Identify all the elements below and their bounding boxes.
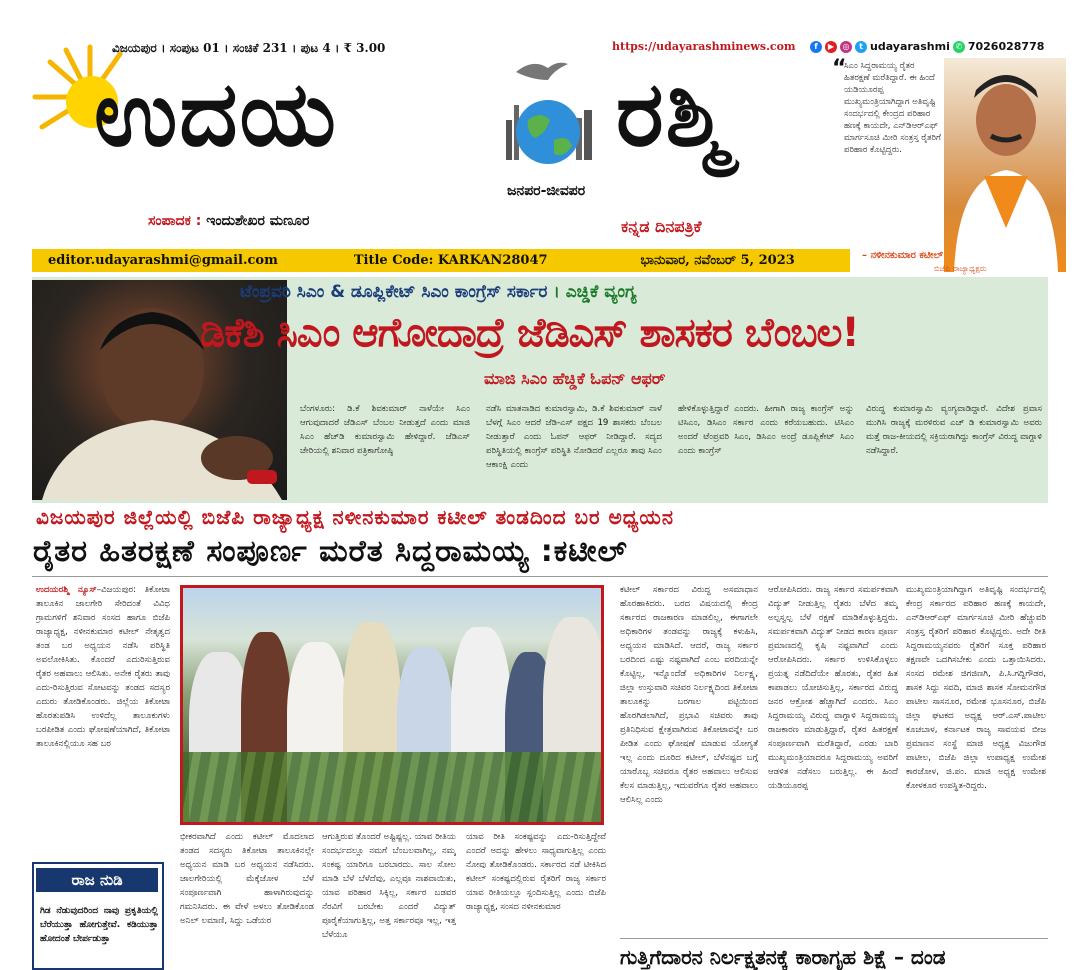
tagline: ಜನಪರ-ಜೀವಪರ <box>507 183 586 199</box>
editor-line <box>148 213 309 229</box>
volume: ಸಂಪುಟ 01 <box>169 41 220 55</box>
email[interactable]: editor.udayarashmi@gmail.com <box>48 253 278 268</box>
story-banner: ವಿಜಯಪುರ ಜಿಲ್ಲೆಯಲ್ಲಿ ಬಿಜೆಪಿ ರಾಜ್ಯಾಧ್ಯಕ್ಷ ನಳೀನಕುಮಾರ ಕಟೀಲ್ ತಂಡದಿಂದ ಬರ ಅಧ್ಯಯನ <box>36 505 674 529</box>
bottom-headline: ಗುತ್ತಿಗೆದಾರನ ನಿರ್ಲಕ್ಷ್ಯತನಕ್ಕೆ ಕಾರಾಗೃಹ ಶಿಕ್ಷೆ – ದಂಡ <box>620 945 946 969</box>
pages: ಪುಟ 4 <box>300 41 331 55</box>
price: ₹ 3.00 <box>343 41 386 55</box>
title-code: Title Code: KARKAN28047 <box>353 253 548 268</box>
date: ಭಾನುವಾರ, ನವೆಂಬರ್ 5, 2023 <box>640 253 795 268</box>
lead-subhead <box>240 282 637 302</box>
divider <box>620 938 1048 939</box>
editor-name: ಇಂದುಶೇಖರ ಮಣೂರ <box>206 213 310 229</box>
kateel-photo <box>944 58 1066 272</box>
quote-signature: – ನಳೀನಕುಮಾರ ಕಟೀಲ್ <box>862 250 944 261</box>
site-url[interactable]: https://udayarashminews.com <box>612 40 796 53</box>
facebook-icon[interactable]: f <box>810 41 822 53</box>
lead-offer: ಮಾಜಿ ಸಿಎಂ ಹೆಚ್ಡಿಕೆ ಓಪನ್ ಆಫರ್ <box>484 369 666 388</box>
lead-col-4: ವಿರುದ್ಧ ಕುಮಾರಸ್ವಾಮಿ ವ್ಯಂಗ್ಯವಾಡಿದ್ದಾರೆ. ವಿದೇಶ ಪ್ರವಾಸ ಮುಗಿಸಿ ರಾಜ್ಯಕ್ಕೆ ಮರಳಿರುವ ಎಚ್ ಡಿ ಕುಮಾರಸ್ವಾಮಿ ಅವರು ಮತ್ತೆ ರಾಜ-ಕೀಯದಲ್ಲಿ ಸಕ್ರಿಯರಾಗಿದ್ದು ಕಾಂಗ್ರೆಸ್ ವಿರುದ್ಧ ವಾಗ್ದಾಳಿ ನಡೆಸಿದ್ದಾರೆ. <box>866 404 1042 456</box>
story-col-7: ಮುಖ್ಯಮಂತ್ರಿಯಾಗಿದ್ದಾಗ ಅತಿವೃಷ್ಟಿ ಸಂದರ್ಭದಲ್ಲಿ ಕೇಂದ್ರ ಸರ್ಕಾರದ ಪರಿಹಾರ ಹಣಕ್ಕೆ ಕಾಯದೇ, ಎನ್‌ಡಿಆರ್‌ಎಫ್ ಮಾರ್ಗಸೂಚಿ ಮೀರಿ ಹೆಚ್ಚುವರಿ ಸಂತ್ರಸ್ತ ರೈತರಿಗೆ ಪರಿಹಾರ ಕೊಟ್ಟಿದ್ದರು. ಅದೇ ರೀತಿ ಸಿದ್ದರಾಮಯ್ಯನವರು ರೈತರಿಗೆ ಸೂಕ್ತ ಪರಿಹಾರ ತಕ್ಷಣವೇ ಒದಗಿಸಬೇಕು ಎಂದು ಒತ್ತಾಯಿಸಿದರು. ಸಂಸದ ರಮೇಶ ಜಿಗಜಿಣಗಿ, ಪಿ.ಸಿ.ಗದ್ದಿಗೌಡರ, ಶಾಸಕ ಸಿದ್ದು ಸವದಿ, ಮಾಜಿ ಶಾಸಕ ಸೋಮನಗೌಡ ಪಾಟೀಲ ಸಾಸನೂರ, ರಮೇಶ ಭೂಸನೂರ, ಬಿಜೆಪಿ ಜಿಲ್ಲಾ ಘಟಕದ ಅಧ್ಯಕ್ಷ ಆರ್.ಎಸ್.ಪಾಟೀಲ ಕೂಚಬಾಳ, ಕರ್ನಾಟಕ ರಾಜ್ಯ ಸಾವಯವ ಬೀಜ ಪ್ರಮಾಣನ ಸಂಸ್ಥೆ ಮಾಜಿ ಅಧ್ಯಕ್ಷ ವಿಜುಗೌಡ ಪಾಟೀಲ, ಬಿಜೆಪಿ ಜಿಲ್ಲಾ ಉಪಾಧ್ಯಕ್ಷ ಉಮೇಶ ಕಾರಜೋಳ, ಜಿ.ಪಂ. ಮಾಜಿ ಅಧ್ಯಕ್ಷ ಉಮೇಶ ಕೋಳಕೂರ ಉಪಸ್ಥಿತ-ರಿದ್ದರು. <box>906 585 1046 791</box>
info-bar <box>32 249 850 272</box>
phone: 7026028778 <box>967 40 1045 53</box>
instagram-icon[interactable]: ◎ <box>840 41 852 53</box>
byline: ಉದಯರಶ್ಮಿ ನ್ಯೂಸ್ <box>36 585 97 595</box>
lead-headline: ಡಿಕೆಶಿ ಸಿಎಂ ಆಗೋದಾದ್ರೆ ಜೆಡಿಎಸ್ ಶಾಸಕರ ಬೆಂಬಲ! <box>200 310 859 356</box>
quote-mark-icon: “ <box>832 56 847 81</box>
story-col-2: ಭೀಕರವಾಗಿದೆ ಎಂದು ಕಟೀಲ್ ಮೊದಲಾದ ತಂಡದ ಸದಸ್ಯರು ತಿಕೋಟಾ ತಾಲೂಕಿನಲ್ಲೇ ಅಧ್ಯಯನ ಮಾಡಿ ಬರ ಅಧ್ಯಯನ ನಡೆಸಿದರು. ಜಾಲಗೇರಿಯಲ್ಲಿ ಮೆಕ್ಕೆಜೋಳ ಬೆಳೆ ಸಂಪೂರ್ಣವಾಗಿ ಹಾಳಾಗಿರುವುದನ್ನು ಗಮನಿಸಿದರು. ಈ ವೇಳೆ ಅಳಲು ತೋಡಿಕೊಂಡ ಅನಿಲ್ ಲಮಾಣಿ, ಸಿದ್ದು ಒಡೆಯರ <box>180 832 314 926</box>
masthead-title-left: ಉದಯ <box>94 62 338 167</box>
divider <box>32 576 1048 577</box>
lead-col-2: ನಡೆಸಿ ಮಾತನಾಡಿದ ಕುಮಾರಸ್ವಾಮಿ, ಡಿ.ಕೆ ಶಿವಕುಮಾರ್ ನಾಳೆ ಬೆಳಗ್ಗೆ ಸಿಎಂ ಆದರೆ ಜೆಡಿ-ಎಸ್ ಪಕ್ಷದ 19 ಶಾಸಕರು ಬೆಂಬಲ ನೀಡುತ್ತಾರೆ ಎಂದು ಓಪನ್ ಆಫರ್ ನೀಡಿದ್ದಾರೆ. ಸದ್ಯದ ಪರಿಸ್ಥಿತಿಯಲ್ಲಿ ಕಾಂಗ್ರೆಸ್ ಪರಿಸ್ಥಿತಿ ನೋಡಿದರೆ ಎಲ್ಲರೂ ತಾವು ಸಿಎಂ ಆಕಾಂಕ್ಷಿ ಎಂದು <box>486 404 662 470</box>
quote-signature-role: ಬಿಜೆಪಿ ರಾಜ್ಯಾಧ್ಯಕ್ಷರು <box>934 264 987 273</box>
lead-col-3: ಹೇಳಿಕೊಳ್ಳುತ್ತಿದ್ದಾರೆ ಎಂದರು. ಹೀಗಾಗಿ ರಾಜ್ಯ ಕಾಂಗ್ರೆಸ್ ಅನ್ನು ಟಿಸಿಎಂ, ಡಿಸಿಎಂ ಸರ್ಕಾರ ಎಂದು ಕರೆಯಬಹುದು. ಟಿಸಿಎಂ ಅಂದರೆ ಟೆಂಪ್ರವರಿ ಸಿಎಂ, ಡಿಸಿಎಂ ಅಂದ್ರೆ ಡೂಪ್ಲಿಕೇಟ್ ಸಿಎಂ ಎಂದು ಕಾಂಗ್ರೆಸ್ <box>678 404 854 456</box>
raja-niti-title: ರಾಜ ನುಡಿ <box>36 868 158 892</box>
editor-label: ಸಂಪಾದಕ : <box>148 213 202 229</box>
story-col-1: ಉದಯರಶ್ಮಿ ನ್ಯೂಸ್–ವಿಜಯಪುರ: ತಿಕೋಟಾ ತಾಲೂಕಿನ ಜಾಲಗೇರಿ ಸೇರಿದಂತೆ ವಿವಿಧ ಗ್ರಾಮಗಳಿಗೆ ಶನಿವಾರ ಸಂಸದ ಹಾಗೂ ಬಿಜೆಪಿ ರಾಜ್ಯಾಧ್ಯಕ್ಷ, ನಳೀನಕುಮಾರ ಕಟೀಲ್ ನೇತೃತ್ವದ ತಂಡ ಬರ ಅಧ್ಯಯನ ನಡೆಸಿ ಪರಿಸ್ಥಿತಿ ಅವಲೋಕಿಸಿತು. ಕೊಂದರೆ ಎದುರಿಸುತ್ತಿರುವ ರೈತರ ಅಹವಾಲು ಆಲಿಸಿತು. ಅನೇಕ ರೈತರು ತಾವು ಎದು-ರಿಸುತ್ತಿರುವ ಸೋಟವನ್ನು ತಂಡದ ಸದಸ್ಯರ ಎದುರು ತೋಡಿಕೊಂಡರು. ಜಿಲ್ಲೆಯ ತಿಕೋಟಾ ಹೊರತುಪಡಿಸಿ ಉಳಿದೆಲ್ಲ ತಾಲೂಕುಗಳು ಬರಪೀಡಿತ ಎಂದು ಘೋಷಣೆಯಾಗಿದೆ, ತಿಕೋಟಾ ತಾಲೂಕಿನಲ್ಲಿಯೂ ಸಹ ಬರ <box>36 585 170 749</box>
drought-study-photo <box>180 585 604 825</box>
whatsapp-icon[interactable]: ✆ <box>953 41 965 53</box>
raja-niti-text: ಗಿಡ ನೆಡುವುದರಿಂದ ನಾವು ಪ್ರಕೃತಿಯಲ್ಲಿ ಬೆರೆಯುತ್ತಾ ಹೋಗುತ್ತೇವೆ. ಕಡಿಯುತ್ತಾ ಹೋದಂತೆ ಬೇರ್ಪಡುತ್ತಾ <box>40 906 158 944</box>
story-col-4: ಯಾವ ರೀತಿ ಸಂಕಷ್ಟವನ್ನು ಎದು-ರಿಸುತ್ತಿದ್ದೇವೆ ಎಂದರೆ ಅದನ್ನು ಹೇಳಲು ಸಾಧ್ಯವಾಗುತ್ತಿಲ್ಲ ಎಂದು ನೋವು ತೋಡಿಕೊಂಡರು. ಸರ್ಕಾರದ ನಡೆ ಟೀಕಿಸಿದ ಕಟೀಲ್ ಸಂಕಷ್ಟದಲ್ಲಿರುವ ರೈತರಿಗೆ ರಾಜ್ಯ ಸರ್ಕಾರ ಯಾವ ರೀತಿಯಲ್ಲೂ ಸ್ಪಂದಿಸುತ್ತಿಲ್ಲ ಎಂದು ಬಿಜೆಪಿ ರಾಜ್ಯಾಧ್ಯಕ್ಷ, ಸಂಸದ ನಳೀನಕುಮಾರ <box>466 832 606 912</box>
story-headline: ರೈತರ ಹಿತರಕ್ಷಣೆ ಸಂಪೂರ್ಣ ಮರೆತ ಸಿದ್ದರಾಮಯ್ಯ :ಕಟೀಲ್ <box>33 534 628 569</box>
lead-subhead-text: ಟೆಂಪ್ರವರಿ ಸಿಎಂ & ಡೂಪ್ಲಿಕೇಟ್ ಸಿಎಂ ಕಾಂಗ್ರೆಸ್ ಸರ್ಕಾರ <box>240 282 548 302</box>
place: ವಿಜಯಪುರ <box>112 41 157 55</box>
issue-meta: ವಿಜಯಪುರ । ಸಂಪುಟ 01 । ಸಂಚಿಕೆ 231 । ಪುಟ 4 । ₹ 3.00 <box>112 41 386 55</box>
lead-col-1: ಬೆಂಗಳೂರು: ಡಿ.ಕೆ ಶಿವಕುಮಾರ್ ನಾಳೆಯೇ ಸಿಎಂ ಆಗುವುದಾದರೆ ಜೆಡಿಎಸ್ ಬೆಂಬಲ ನೀಡುತ್ತದೆ ಎಂದು ಮಾಜಿ ಸಿಎಂ ಹೆಚ್‌ಡಿ ಕುಮಾರಸ್ವಾಮಿ ಹೇಳಿದ್ದಾರೆ. ಜೆಡಿಎಸ್ ಚೇರಿಯಲ್ಲಿ ಶನಿವಾರ ಪತ್ರಿಕಾಗೋಷ್ಠಿ <box>300 404 470 456</box>
kannada-daily-label: ಕನ್ನಡ ದಿನಪತ್ರಿಕೆ <box>621 217 702 236</box>
story-col-1-text: ವಿಜಯಪುರ: ತಿಕೋಟಾ ತಾಲೂಕಿನ ಜಾಲಗೇರಿ ಸೇರಿದಂತೆ ವಿವಿಧ ಗ್ರಾಮಗಳಿಗೆ ಶನಿವಾರ ಸಂಸದ ಹಾಗೂ ಬಿಜೆಪಿ ರಾಜ್ಯಾಧ್ಯಕ್ಷ, ನಳೀನಕುಮಾರ ಕಟೀಲ್ ನೇತೃತ್ವದ ತಂಡ ಬರ ಅಧ್ಯಯನ ನಡೆಸಿ ಪರಿಸ್ಥಿತಿ ಅವಲೋಕಿಸಿತು. ಕೊಂದರೆ ಎದುರಿಸುತ್ತಿರುವ ರೈತರ ಅಹವಾಲು ಆಲಿಸಿತು. ಅನೇಕ ರೈತರು ತಾವು ಎದು-ರಿಸುತ್ತಿರುವ ಸೋಟವನ್ನು ತಂಡದ ಸದಸ್ಯರ ಎದುರು ತೋಡಿಕೊಂಡರು. ಜಿಲ್ಲೆಯ ತಿಕೋಟಾ ಹೊರತುಪಡಿಸಿ ಉಳಿದೆಲ್ಲ ತಾಲೂಕುಗಳು ಬರಪೀಡಿತ ಎಂದು ಘೋಷಣೆಯಾಗಿದೆ, ತಿಕೋಟಾ ತಾಲೂಕಿನಲ್ಲಿಯೂ ಸಹ ಬರ <box>36 585 170 749</box>
issue: ಸಂಚಿಕೆ 231 <box>232 41 288 55</box>
twitter-icon[interactable]: t <box>855 41 867 53</box>
masthead-title-right: ರಶ್ಮಿ <box>616 62 730 167</box>
story-col-6: ಆರೋಪಿಸಿದರು. ರಾಜ್ಯ ಸರ್ಕಾರ ಸಮರ್ಪಕವಾಗಿ ವಿದ್ಯುತ್ ನೀಡುತ್ತಿಲ್ಲ ರೈತರು ಬೆಳೆದ ತಮ್ಮ ಅಲ್ಪಸ್ವಲ್ಪ ಬೆಳೆ ರಕ್ಷಣೆ ಮಾಡಿಕೊಳ್ಳುತ್ತಿದ್ದರು. ಸಮರ್ಪಕವಾಗಿ ವಿದ್ಯುತ್ ನೀಡದ ಕಾರಣ ಪೂರ್ಣ ಪ್ರಮಾಣದಲ್ಲಿ ಕೃಷಿ ನಷ್ಟವಾಗಿದೆ ಎಂದು ಆರೋಪಿಸಿದರು. ಸರ್ಕಾರ ಉಳಿಸಿಕೊಳ್ಳಲು ಪ್ರಯತ್ನ ನಡೆದಿದೆಯೇ ಹೊರತು, ರೈತರ ಹಿತ ಕಾಪಾಡಲು ಯೋಚಿಸುತ್ತಿಲ್ಲ, ಸರ್ಕಾರದ ವಿರುದ್ಧ ಜನರ ಆಕ್ರೋಶ ಹೆಚ್ಚಾಗಿದೆ ಎಂದರು. ಸಿಎಂ ಸಿದ್ದರಾಮಯ್ಯ ವಿರುದ್ಧ ವಾಗ್ದಾಳಿ ಸಿದ್ದರಾಮಯ್ಯ ರಾಜಕಾರಣ ಮಾಡುತ್ತಿದ್ದಾರೆ, ರೈತರ ಹಿತರಕ್ಷಣೆ ಸಂಪೂರ್ಣವಾಗಿ ಮರೆತಿದ್ದಾರೆ, ಎರಡು ಬಾರಿ ಮುಖ್ಯಮಂತ್ರಿಯಾದರೂ ಸಿದ್ದರಾಮಯ್ಯ ಅವರಿಗೆ ಆಡಳಿತ ನಡೆಸಲು ಬರುತ್ತಿಲ್ಲ. ಈ ಹಿಂದೆ ಯಡಿಯೂರಪ್ಪ <box>768 585 898 791</box>
social-row <box>810 40 1044 53</box>
youtube-icon[interactable]: ▶ <box>825 41 837 53</box>
social-handle: udayarashmi <box>870 40 950 53</box>
story-col-5: ಕಟೀಲ್ ಸರ್ಕಾರದ ವಿರುದ್ಧ ಅಸಮಾಧಾನ ಹೊರಹಾಕಿದರು. ಬರದ ವಿಷಯದಲ್ಲಿ ಕೇಂದ್ರ ಸರ್ಕಾರದ ರಾಜಕಾರಣ ಮಾಡಲಿಲ್ಲ, ಈಗಾಗಲೇ ಅಧಿಕಾರಿಗಳ ತಂಡವನ್ನು ರಾಜ್ಯಕ್ಕೆ ಕಳುಹಿಸಿ, ಅಧ್ಯಯನ ಮಾಡಿಸಿದೆ. ಆದರೆ, ರಾಜ್ಯ ಸರ್ಕಾರ ಬರದಿಂದ ಎಷ್ಟು ನಷ್ಟವಾಗಿದೆ ಎಂಬ ವರದಿಯನ್ನೇ ಕೊಟ್ಟಿಲ್ಲ, ಇನ್ನೊಂದೆಡೆ ಅಧಿಕಾರಿಗಳ ನಿರ್ಲಕ್ಷ್ಯ, ಜಿಲ್ಲಾ ಉಸ್ತುವಾರಿ ಸಚಿವರ ನಿರ್ಲಕ್ಷ್ಯದಿಂದ ತಿಕೋಟಾ ತಾಲೂಕನ್ನು ಬರಗಾಲ ಪಟ್ಟಿಯಿಂದ ಹೊರಗಿಡಲಾಗಿದೆ, ಪ್ರಭಾವಿ ಸಚಿವರು ತಾವು ಪ್ರತಿನಿಧಿಸುವ ಕ್ಷೇತ್ರವಾಗಿರುವ ತಿಕೋಟಾವನ್ನೇ ಬರ ಪೀಡಿತ ಎಂದು ಘೋಷಣೆ ಮಾಡುವ ಯೋಗ್ಯತೆ ಇಲ್ಲ ಎಂದು ದೂರಿದ ಕಟೀಲ್, ಬೆಳೆನಷ್ಟದ ಬಗ್ಗೆ ಯಾರೊಬ್ಬ ಸಚಿವರೂ ರೈತರ ಅಹವಾಲು ಆಲಿಸುವ ಕೆಲಸ ಮಾಡುತ್ತಿಲ್ಲ, ಇದುವರೆಗೂ ರೈತರ ಅಹವಾಲು ಆಲಿಸಿಲ್ಲ ಎಂದು <box>620 585 758 805</box>
globe-dove-icon <box>488 50 608 185</box>
lead-subhead-tag: । ಎಚ್ಡಿಕೆ ವ್ಯಂಗ್ಯ <box>553 282 637 302</box>
story-col-3: ಆಗುತ್ತಿರುವ ತೊಂದರೆ ಅಷ್ಟಿಷ್ಟಲ್ಲ. ಯಾವ ರೀತಿಯ ಸಂದರ್ಭದಲ್ಲೂ ನಮಗೆ ಬೆಂಬಲವಾಗಿಲ್ಲ, ನಮ್ಮ ಸಂಕಷ್ಟ ಯಾರಿಗೂ ಬರಬಾರದು. ಸಾಲ ಸೋಲ ಮಾಡಿ ಬೆಳೆ ಬೆಳೆದೆವು, ಎಲ್ಲವೂ ನಾಶವಾಯಿತು, ಯಾವ ಪರಿಹಾರ ಸಿಕ್ಕಿಲ್ಲ, ಸರ್ಕಾರ ಬಡವರ ನೆರವಿಗೆ ಬರಬೇಕು ಎಂದರೆ ವಿದ್ಯುತ್ ಪೂರೈಕೆಯಾಗುತ್ತಿಲ್ಲ, ಅತ್ತ ಸರ್ಕಾರವೂ ಇಲ್ಲ, ಇತ್ತ ಬೆಳೆಯೂ <box>322 832 456 940</box>
kateel-quote: ಸಿಎಂ ಸಿದ್ದರಾಮಯ್ಯ ರೈತರ ಹಿತರಕ್ಷಣೆ ಮರೆತಿದ್ದಾರೆ. ಈ ಹಿಂದೆ ಯಡಿಯೂರಪ್ಪ ಮುಖ್ಯಮಂತ್ರಿಯಾಗಿದ್ದಾಗ ಅತಿವೃಷ್ಟಿ ಸಂದರ್ಭದಲ್ಲಿ ಕೇಂದ್ರದ ಪರಿಹಾರ ಹಣಕ್ಕೆ ಕಾಯದೇ, ಎನ್‌ಡಿಆರ್‌ಎಫ್ ಮಾರ್ಗಸೂಚಿ ಮೀರಿ ಸಂತ್ರಸ್ತ ರೈತರಿಗೆ ಪರಿಹಾರ ಕೊಟ್ಟಿದ್ದರು. <box>844 61 941 155</box>
